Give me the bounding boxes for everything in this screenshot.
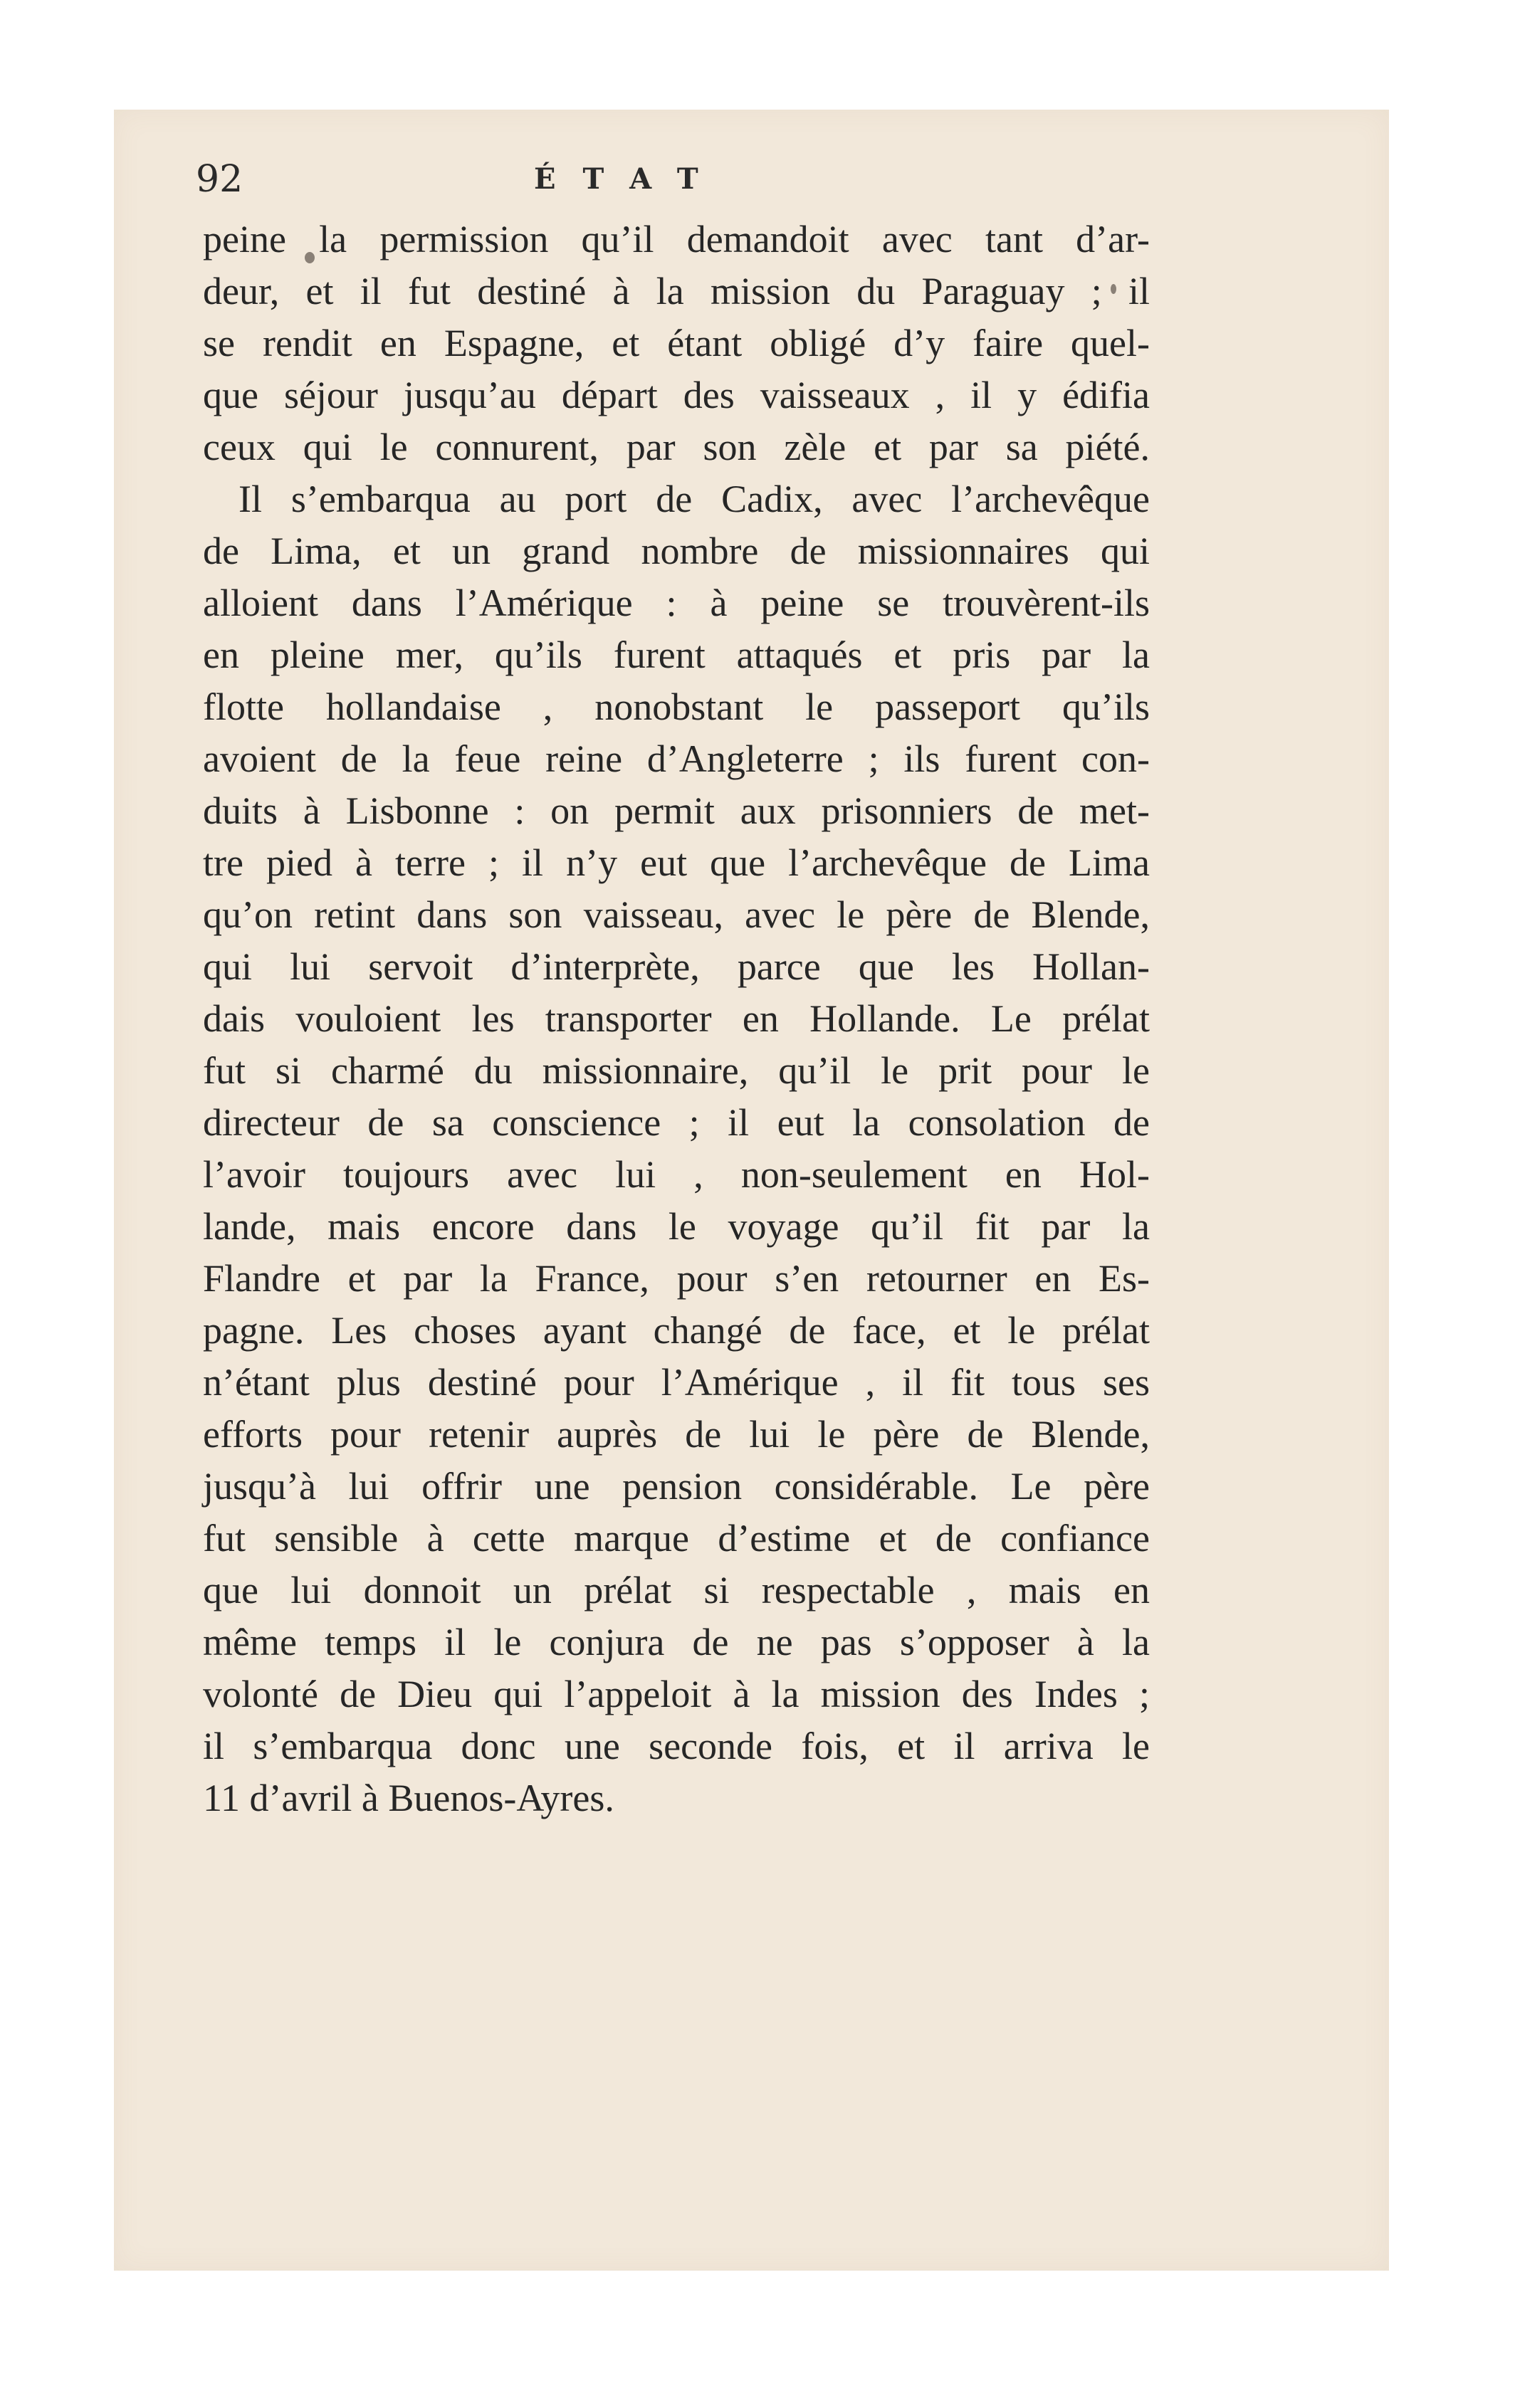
text-line: alloient dans l’Amérique : à peine se trouvèrent-ils xyxy=(203,582,1150,624)
text-line: dais vouloient les transporter en Hollande. Le prélat xyxy=(203,997,1150,1040)
body-text xyxy=(203,214,1150,1824)
text-line: directeur de sa conscience ; il eut la consolation de xyxy=(203,1101,1150,1144)
text-line: peine la permission qu’il demandoit avec tant d’ar- xyxy=(203,218,1150,261)
text-line: fut si charmé du missionnaire, qu’il le prit pour le xyxy=(203,1049,1150,1092)
text-line: volonté de Dieu qui l’appeloit à la mission des Indes ; xyxy=(203,1673,1150,1715)
paragraph xyxy=(203,214,1150,473)
paragraph xyxy=(203,473,1150,1824)
text-line: avoient de la feue reine d’Angleterre ; ils furent con- xyxy=(203,737,1150,780)
text-line: l’avoir toujours avec lui , non-seulement en Hol- xyxy=(203,1153,1150,1196)
text-line: efforts pour retenir auprès de lui le père de Blende, xyxy=(203,1413,1150,1456)
text-line: 11 d’avril à Buenos-Ayres. xyxy=(203,1777,614,1819)
page-number: 92 xyxy=(196,158,243,201)
text-line: Flandre et par la France, pour s’en retourner en Es- xyxy=(203,1257,1150,1300)
text-line: Il s’embarqua au port de Cadix, avec l’archevêque xyxy=(238,478,1150,520)
text-line: duits à Lisbonne : on permit aux prisonniers de met- xyxy=(203,789,1150,832)
text-line: pagne. Les choses ayant changé de face, et le prélat xyxy=(203,1309,1150,1352)
text-line: fut sensible à cette marque d’estime et de confiance xyxy=(203,1517,1150,1560)
text-line: se rendit en Espagne, et étant obligé d’y faire quel- xyxy=(203,322,1150,364)
text-line: de Lima, et un grand nombre de missionnaires qui xyxy=(203,530,1150,572)
text-line: qui lui servoit d’interprète, parce que les Hollan- xyxy=(203,945,1150,988)
text-line: qu’on retint dans son vaisseau, avec le père de Blende, xyxy=(203,893,1150,936)
text-line: il s’embarqua donc une seconde fois, et il arriva le xyxy=(203,1725,1150,1767)
text-line: ceux qui le connurent, par son zèle et par sa piété. xyxy=(203,426,1150,468)
text-line: que séjour jusqu’au départ des vaisseaux , il y édifia xyxy=(203,374,1150,416)
running-title: ÉTAT xyxy=(534,162,725,196)
text-line: lande, mais encore dans le voyage qu’il fit par la xyxy=(203,1205,1150,1248)
text-line: même temps il le conjura de ne pas s’opposer à la xyxy=(203,1621,1150,1663)
text-line: jusqu’à lui offrir une pension considérable. Le père xyxy=(203,1465,1150,1508)
text-line: que lui donnoit un prélat si respectable , mais en xyxy=(203,1569,1150,1612)
text-line: n’étant plus destiné pour l’Amérique , il fit tous ses xyxy=(203,1361,1150,1404)
text-line: flotte hollandaise , nonobstant le passeport qu’ils xyxy=(203,685,1150,728)
text-line: en pleine mer, qu’ils furent attaqués et pris par la xyxy=(203,633,1150,676)
page-header xyxy=(196,151,1157,215)
text-line: tre pied à terre ; il n’y eut que l’archevêque de Lima xyxy=(203,841,1150,884)
text-line: deur, et il fut destiné à la mission du Paraguay ; il xyxy=(203,270,1150,312)
